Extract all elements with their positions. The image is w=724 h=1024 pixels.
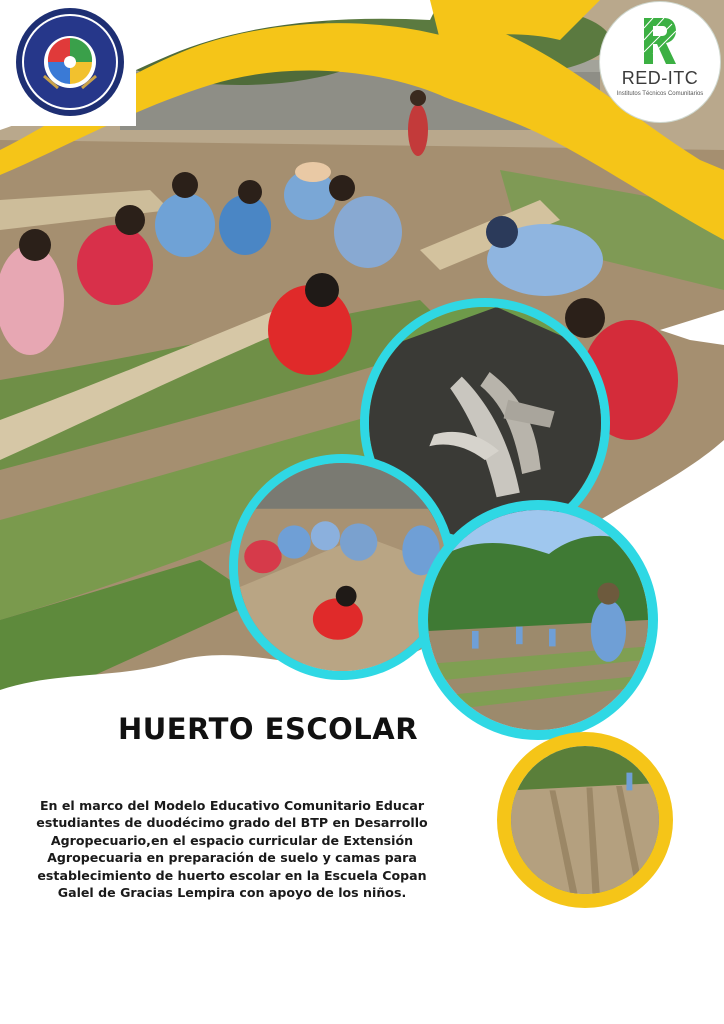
red-itc-logo xyxy=(599,1,721,123)
photo-circle-beds xyxy=(497,732,673,908)
red-itc-mark-icon xyxy=(642,16,678,66)
red-itc-subtitle: Institutos Técnicos Comunitarios xyxy=(616,91,704,97)
photo-circle-field xyxy=(418,500,658,740)
page-title: HUERTO ESCOLAR xyxy=(117,712,419,746)
school-seal xyxy=(14,6,126,118)
description-text: En el marco del Modelo Educativo Comunitario Educar estudiantes de duodécimo grado del BTP en Desarrollo Agropecuario,en el espacio curricular de Extensión Agropecuaria en preparación de suelo y camas para establecimiento de huerto escolar en la Escuela Copan Galel de Gracias Lempira con apoyo de los niños. xyxy=(36,798,428,901)
red-itc-name: RED-ITC xyxy=(621,68,699,88)
